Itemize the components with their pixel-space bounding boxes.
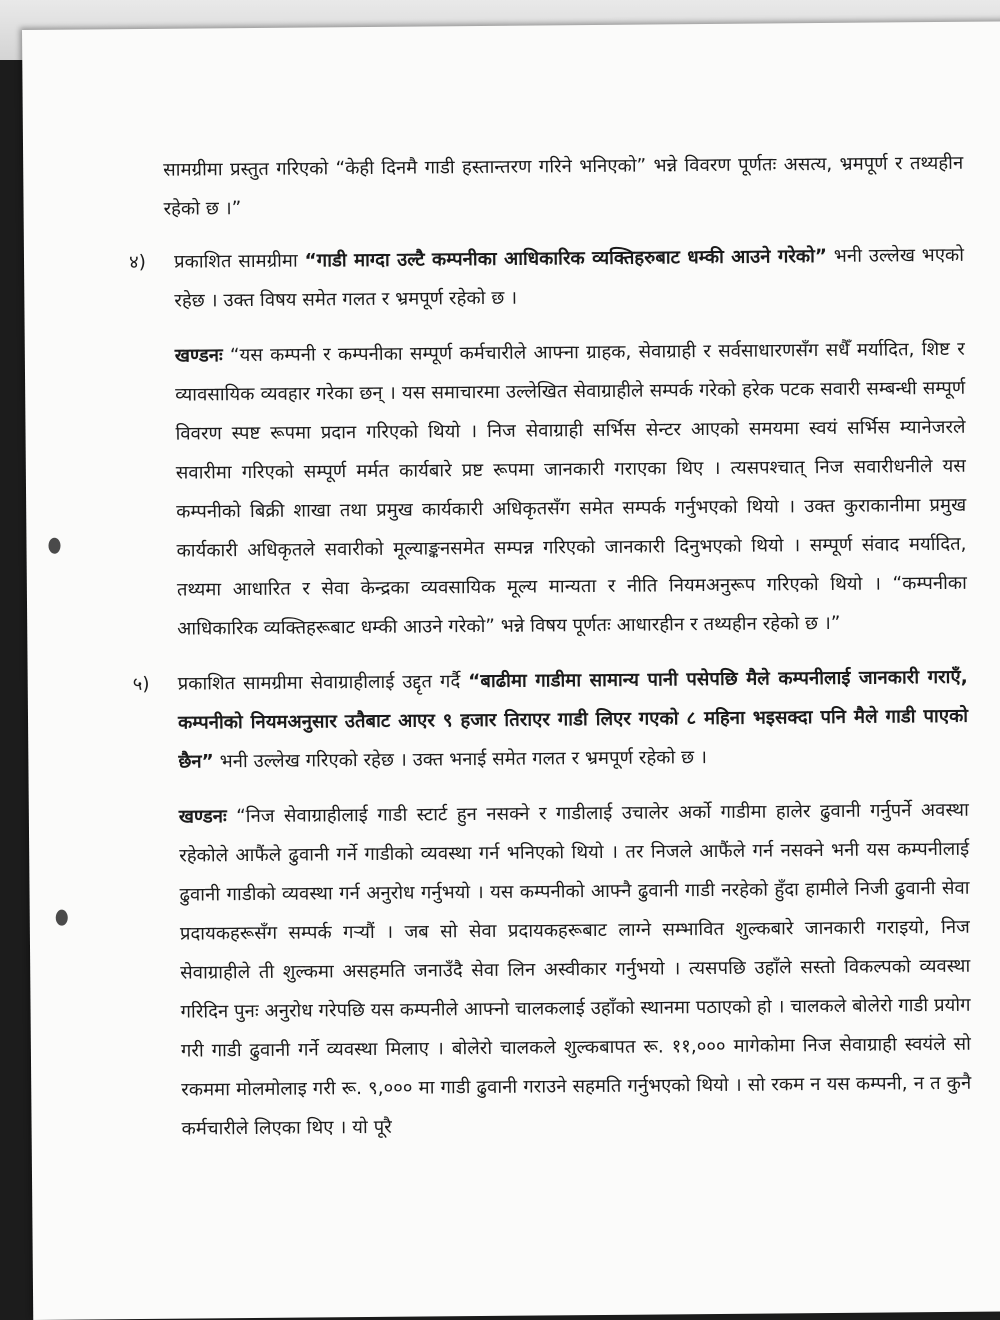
point-prefix: प्रकाशित सामग्रीमा xyxy=(173,250,305,273)
rebuttal-text: “निज सेवाग्राहीलाई गाडी स्टार्ट हुन नसक्ने र गाडीलाई उचालेर अर्को गाडीमा हालेर ढुवानी गर्नुपर्ने अवस्था रहेकोले आफैंले ढुवानी गर्ने गाडीको व्यवस्था गर्न भनिएको थियो । तर निजले आफैंले गर्न नसक्ने भनी यस कम्पनीलाई ढुवानी गाडीको व्यवस्था गर्न अनुरोध गर्नुभयो । यस कम्पनीको आफ्नै ढुवानी गाडी नरहेको हुँदा हामीले निजी ढुवानी सेवा प्रदायकहरूसँग सम्पर्क गर्‍यौं । जब सो सेवा प्रदायकहरूबाट लाग्ने सम्भावित शुल्कबारे जानकारी गराइयो, निज सेवाग्राहीले ती शुल्कमा असहमति जनाउँदै सेवा लिन अस्वीकार गर्नुभयो । त्यसपछि उहाँले सस्तो विकल्पको व्यवस्था गरिदिन पुनः अनुरोध गरेपछि यस कम्पनीले आफ्नो चालकलाई उहाँको स्थानमा पठाएको हो । चालकले बोलेरो गाडी प्रयोग गरी गाडी ढुवानी गर्ने व्यवस्था मिलाए । बोलेरो चालकले शुल्कबापत रू. ११,००० मागेकोमा निज सेवाग्राही स्वयंले सो रकममा मोलमोलाइ गरी रू. ९,००० मा गाडी ढुवानी गराउने सहमति गर्नुभएको थियो । सो रकम न यस कम्पनी, न त कुनै कर्मचारीले लिएका थिए । यो पूरै xyxy=(179,799,972,1140)
rebuttal-4 xyxy=(165,330,968,649)
point-suffix: भनी उल्लेख गरिएको रहेछ । उक्त भनाई समेत गलत र भ्रमपूर्ण रहेको छ । xyxy=(213,747,708,773)
document-page xyxy=(22,21,1000,1320)
punch-hole-mark xyxy=(48,538,60,554)
rebuttal-text: “यस कम्पनी र कम्पनीका सम्पूर्ण कर्मचारीले आफ्ना ग्राहक, सेवाग्राही र सर्वसाधारणसँग सधैँ मर्यादित, शिष्ट र व्यावसायिक व्यवहार गरेका छन् । यस समाचारमा उल्लेखित सेवाग्राहीले सम्पर्क गरेको हरेक पटक सवारी सम्बन्धी सम्पूर्ण विवरण स्पष्ट रूपमा प्रदान गरिएको थियो । निज सेवाग्राही सर्भिस सेन्टर आएको समयमा स्वयं सर्भिस म्यानेजरले सवारीमा गरिएको सम्पूर्ण मर्मत कार्यबारे प्रष्ट रूपमा जानकारी गराएका थिए । त्यसपश्चात् निज सवारीधनीले यस कम्पनीको बिक्री शाखा तथा प्रमुख कार्यकारी अधिकृतसँग समेत सम्पर्क गर्नुभएको थियो । उक्त कुराकानीमा प्रमुख कार्यकारी अधिकृतले सवारीको मूल्याङ्कनसमेत सम्पन्न गरिएको जानकारी दिनुभएको थियो । सम्पूर्ण संवाद मर्यादित, तथ्यमा आधारित र सेवा केन्द्रका व्यवसायिक मूल्य मान्यता र नीति नियमअनुरूप गरिएको थियो । “कम्पनीका आधिकारिक व्यक्तिहरूबाट धम्की आउने गरेको” भन्ने विषय पूर्णतः आधारहीन र तथ्यहीन रहेको छ ।” xyxy=(175,338,967,640)
point-4 xyxy=(128,236,965,321)
point-number: ४) xyxy=(128,251,146,274)
rebuttal-label: खण्डनः xyxy=(178,806,227,828)
rebuttal-5 xyxy=(169,791,972,1149)
punch-hole-mark xyxy=(56,910,68,926)
document-body xyxy=(128,144,972,1165)
rebuttal-label: खण्डनः xyxy=(174,345,223,367)
point-suffix: भनी उल्लेख भएको रहेछ । उक्त विषय समेत गलत र भ्रमपूर्ण रहेको छ । xyxy=(174,244,965,312)
point-5 xyxy=(132,658,969,782)
point-quote: “बाढीमा गाडीमा सामान्य पानी पसेपछि मैले कम्पनीलाई जानकारी गराएँ, कम्पनीको नियमअनुसार उतैबाट आएर ९ हजार तिराएर गाडी लिएर गएको ८ महिना भइसक्दा पनि मैले गाडी पाएको छैन” xyxy=(177,666,969,773)
intro-paragraph: सामग्रीमा प्रस्तुत गरिएको “केही दिनमै गाडी हस्तान्तरण गरिने भनिएको” भन्ने विवरण पूर्णतः असत्य, भ्रमपूर्ण र तथ्यहीन रहेको छ ।” xyxy=(163,152,964,220)
point-prefix: प्रकाशित सामग्रीमा सेवाग्राहीलाई उद्दृत गर्दै xyxy=(177,671,469,695)
point-number: ५) xyxy=(132,673,150,696)
point-quote: “गाडी माग्दा उल्टै कम्पनीका आधिकारिक व्यक्तिहरुबाट धम्की आउने गरेको” xyxy=(304,245,828,272)
